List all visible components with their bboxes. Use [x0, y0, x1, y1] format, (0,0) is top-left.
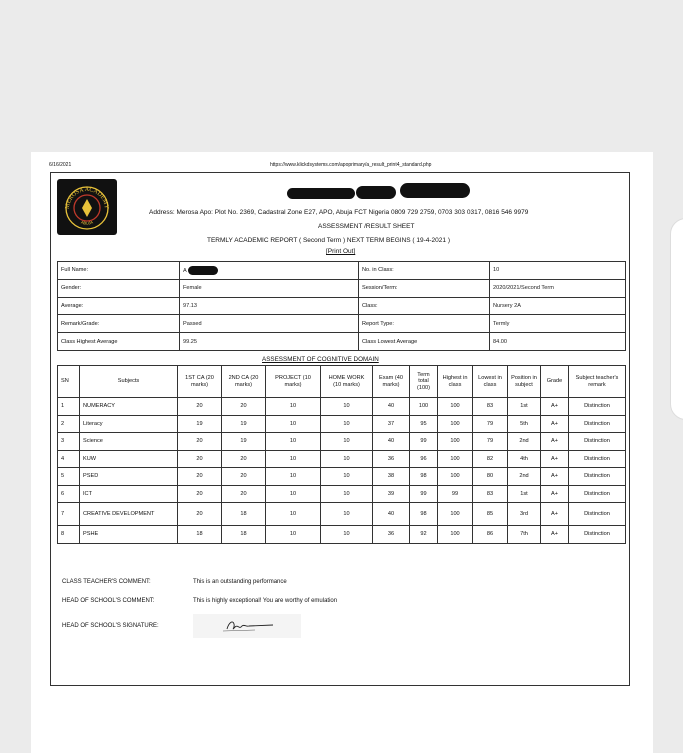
row-homework: 10: [321, 398, 373, 416]
row-lowest: 83: [473, 485, 508, 503]
class-teacher-comment-label: CLASS TEACHER'S COMMENT:: [62, 579, 151, 585]
row-ca1: 20: [178, 398, 222, 416]
report-title: TERMLY ACADEMIC REPORT ( Second Term ) NEXT TERM BEGINS ( 19-4-2021 ): [207, 237, 450, 244]
row-ca1: 20: [178, 468, 222, 486]
row-position: 4th: [508, 450, 541, 468]
logo-text-bottom: ABUJA: [80, 219, 94, 226]
col-subjects: Subjects: [80, 366, 178, 398]
row-remark: Distinction: [569, 503, 626, 526]
head-signature-image: [193, 614, 301, 638]
row-position: 1st: [508, 398, 541, 416]
row-sn: 8: [58, 526, 80, 544]
row-project: 10: [266, 526, 321, 544]
row-highest: 100: [438, 415, 473, 433]
row-homework: 10: [321, 485, 373, 503]
row-total: 98: [410, 468, 438, 486]
info-value: [180, 262, 359, 280]
row-highest: 100: [438, 468, 473, 486]
row-exam: 36: [373, 450, 410, 468]
row-position: 7th: [508, 526, 541, 544]
row-subject: ICT: [80, 485, 178, 503]
table-row: [58, 526, 626, 544]
row-ca1: 20: [178, 503, 222, 526]
row-exam: 37: [373, 415, 410, 433]
row-highest: 100: [438, 526, 473, 544]
row-grade: A+: [541, 433, 569, 451]
row-lowest: 86: [473, 526, 508, 544]
row-lowest: 82: [473, 450, 508, 468]
row-ca2: 20: [222, 468, 266, 486]
redacted-school-name: [400, 183, 470, 198]
cognitive-domain-title: ASSESSMENT OF COGNITIVE DOMAIN: [262, 356, 379, 363]
row-subject: KUW: [80, 450, 178, 468]
row-total: 100: [410, 398, 438, 416]
table-row: [58, 485, 626, 503]
row-total: 96: [410, 450, 438, 468]
info-label: Class Highest Average: [58, 333, 180, 351]
col-homework: HOME WORK (10 marks): [321, 366, 373, 398]
info-value: 97.13: [180, 297, 359, 315]
info-label: Class Lowest Average: [359, 333, 490, 351]
row-ca2: 18: [222, 503, 266, 526]
full-name-value: A: [183, 267, 187, 274]
row-ca2: 20: [222, 450, 266, 468]
row-grade: A+: [541, 526, 569, 544]
info-label: Class:: [359, 297, 490, 315]
redacted-school-name: [287, 188, 355, 199]
row-project: 10: [266, 450, 321, 468]
side-panel-edge[interactable]: [670, 218, 683, 420]
class-teacher-comment: This is an outstanding performance: [193, 579, 287, 585]
head-comment-label: HEAD OF SCHOOL'S COMMENT:: [62, 598, 155, 604]
info-value: 2020/2021/Second Term: [490, 279, 626, 297]
row-ca1: 20: [178, 485, 222, 503]
row-subject: Science: [80, 433, 178, 451]
table-row: [58, 433, 626, 451]
row-homework: 10: [321, 450, 373, 468]
row-ca1: 19: [178, 415, 222, 433]
info-row: [58, 279, 626, 297]
row-remark: Distinction: [569, 526, 626, 544]
col-sn: SN: [58, 366, 80, 398]
table-row: [58, 398, 626, 416]
school-logo: [57, 179, 117, 235]
info-row: [58, 262, 626, 280]
info-value: 99.25: [180, 333, 359, 351]
row-sn: 4: [58, 450, 80, 468]
row-homework: 10: [321, 468, 373, 486]
row-ca2: 19: [222, 415, 266, 433]
col-remark: Subject teacher's remark: [569, 366, 626, 398]
print-url: https://www.klickdsystems.com/apoprimary/a_result_print4_standard.php: [270, 162, 432, 168]
row-total: 92: [410, 526, 438, 544]
row-grade: A+: [541, 415, 569, 433]
row-grade: A+: [541, 485, 569, 503]
redacted-school-name: [356, 186, 396, 199]
school-address: Address: Merosa Apo: Plot No. 2369, Cadastral Zone E27, APO, Abuja FCT Nigeria 0809 729 2759, 0703 303 0317, 0816 546 9979: [149, 209, 529, 216]
print-out-link[interactable]: [Print Out]: [326, 248, 356, 255]
row-ca1: 20: [178, 433, 222, 451]
row-grade: A+: [541, 503, 569, 526]
row-subject: Literacy: [80, 415, 178, 433]
table-row: [58, 415, 626, 433]
row-remark: Distinction: [569, 485, 626, 503]
info-value: Termly: [490, 315, 626, 333]
row-homework: 10: [321, 503, 373, 526]
info-label: Gender:: [58, 279, 180, 297]
row-ca2: 18: [222, 526, 266, 544]
logo-text-top: MEROSA ACADEMY: [64, 186, 110, 210]
row-subject: CREATIVE DEVELOPMENT: [80, 503, 178, 526]
row-project: 10: [266, 503, 321, 526]
info-row: [58, 297, 626, 315]
row-ca1: 18: [178, 526, 222, 544]
row-lowest: 85: [473, 503, 508, 526]
redacted-name: [188, 266, 218, 275]
row-exam: 39: [373, 485, 410, 503]
row-remark: Distinction: [569, 433, 626, 451]
row-sn: 6: [58, 485, 80, 503]
info-value: 10: [490, 262, 626, 280]
row-position: 2nd: [508, 468, 541, 486]
col-lowest: Lowest in class: [473, 366, 508, 398]
table-row: [58, 450, 626, 468]
col-exam: Exam (40 marks): [373, 366, 410, 398]
row-sn: 7: [58, 503, 80, 526]
info-label: Full Name:: [58, 262, 180, 280]
info-label: Remark/Grade:: [58, 315, 180, 333]
row-remark: Distinction: [569, 450, 626, 468]
col-position: Position in subject: [508, 366, 541, 398]
student-info-table: [57, 261, 626, 351]
cognitive-table-body: [58, 398, 626, 544]
col-highest: Highest in class: [438, 366, 473, 398]
row-lowest: 79: [473, 415, 508, 433]
head-comment: This is highly exceptional! You are worthy of emulation: [193, 598, 338, 604]
col-grade: Grade: [541, 366, 569, 398]
info-value: Female: [180, 279, 359, 297]
row-grade: A+: [541, 450, 569, 468]
row-project: 10: [266, 468, 321, 486]
row-grade: A+: [541, 468, 569, 486]
head-signature-label: HEAD OF SCHOOL'S SIGNATURE:: [62, 623, 159, 629]
row-subject: PSHE: [80, 526, 178, 544]
row-highest: 99: [438, 485, 473, 503]
row-homework: 10: [321, 415, 373, 433]
col-project: PROJECT (10 marks): [266, 366, 321, 398]
row-homework: 10: [321, 433, 373, 451]
row-position: 3rd: [508, 503, 541, 526]
row-remark: Distinction: [569, 415, 626, 433]
row-grade: A+: [541, 398, 569, 416]
row-project: 10: [266, 415, 321, 433]
row-exam: 40: [373, 503, 410, 526]
row-sn: 3: [58, 433, 80, 451]
info-value: 84.00: [490, 333, 626, 351]
row-subject: NUMERACY: [80, 398, 178, 416]
table-row: [58, 468, 626, 486]
col-ca1: 1ST CA (20 marks): [178, 366, 222, 398]
sheet-title: ASSESSMENT /RESULT SHEET: [318, 223, 415, 230]
row-lowest: 83: [473, 398, 508, 416]
row-ca1: 20: [178, 450, 222, 468]
row-exam: 38: [373, 468, 410, 486]
row-highest: 100: [438, 433, 473, 451]
info-label: Average:: [58, 297, 180, 315]
row-ca2: 20: [222, 398, 266, 416]
row-highest: 100: [438, 398, 473, 416]
row-remark: Distinction: [569, 468, 626, 486]
print-date: 6/16/2021: [49, 162, 72, 168]
row-sn: 5: [58, 468, 80, 486]
row-subject: PSED: [80, 468, 178, 486]
row-lowest: 80: [473, 468, 508, 486]
row-ca2: 20: [222, 485, 266, 503]
row-project: 10: [266, 433, 321, 451]
row-exam: 40: [373, 398, 410, 416]
row-position: 5th: [508, 415, 541, 433]
info-value: Passed: [180, 315, 359, 333]
info-row: [58, 315, 626, 333]
row-highest: 100: [438, 503, 473, 526]
row-total: 99: [410, 485, 438, 503]
row-ca2: 19: [222, 433, 266, 451]
row-lowest: 79: [473, 433, 508, 451]
col-term-total: Term total (100): [410, 366, 438, 398]
row-exam: 36: [373, 526, 410, 544]
info-label: Session/Term:: [359, 279, 490, 297]
info-label: Report Type:: [359, 315, 490, 333]
row-project: 10: [266, 398, 321, 416]
row-total: 95: [410, 415, 438, 433]
row-remark: Distinction: [569, 398, 626, 416]
row-exam: 40: [373, 433, 410, 451]
table-row: [58, 503, 626, 526]
table-header-row: [58, 366, 626, 398]
col-ca2: 2ND CA (20 marks): [222, 366, 266, 398]
row-total: 99: [410, 433, 438, 451]
row-position: 2nd: [508, 433, 541, 451]
info-label: No. in Class:: [359, 262, 490, 280]
row-sn: 2: [58, 415, 80, 433]
row-highest: 100: [438, 450, 473, 468]
info-value: Nursery 2A: [490, 297, 626, 315]
row-position: 1st: [508, 485, 541, 503]
row-homework: 10: [321, 526, 373, 544]
row-sn: 1: [58, 398, 80, 416]
row-project: 10: [266, 485, 321, 503]
cognitive-table: [57, 365, 626, 544]
row-total: 98: [410, 503, 438, 526]
info-row: [58, 333, 626, 351]
